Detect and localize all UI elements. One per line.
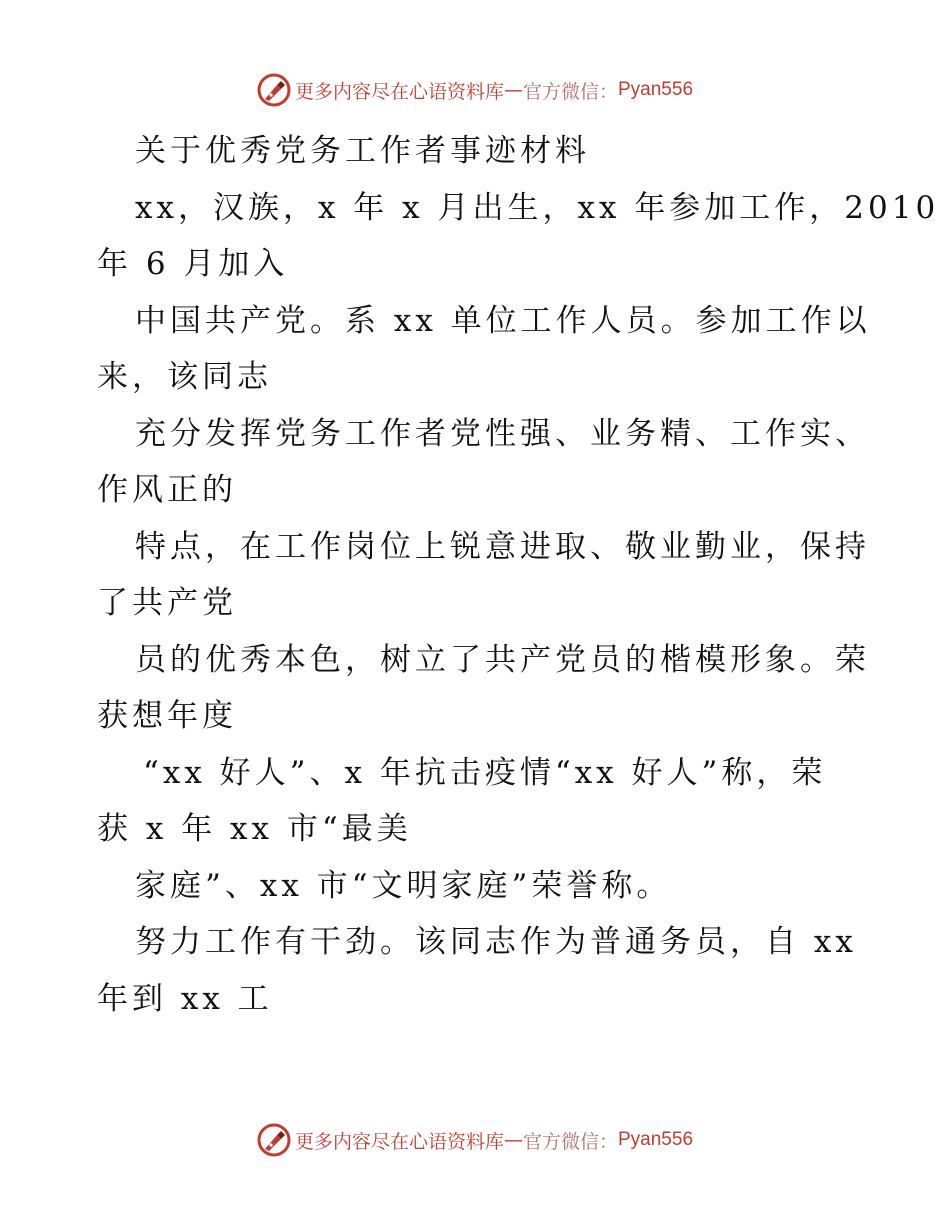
banner-text: 更多内容尽在心语资料库 [294,80,504,103]
banner-contact-id: Pyan556 [618,79,694,100]
paragraph-line: 了共产党 [97,585,237,621]
document-title: 关于优秀党务工作者事迹材料 [135,133,590,169]
paragraph-line: 年到 xx 工 [97,980,273,1017]
footer-banner [0,1120,950,1160]
pen-nib-logo-icon [257,1123,291,1157]
paragraph-line: 中国共产党。系 xx 单位工作人员。参加工作以 [135,302,871,339]
paragraph-line: 年 6 月加入 [97,246,289,282]
paragraph-line: “xx 好人”、x 年抗击疫情“xx 好人”称，荣 [143,754,827,791]
paragraph-line: 充分发挥党务工作者党性强、业务精、工作实、 [135,415,870,452]
banner-separator: — [503,1129,523,1151]
paragraph-line: 员的优秀本色，树立了共产党员的楷模形象。荣 [135,641,870,678]
banner-separator: — [503,79,523,101]
pen-nib-logo-icon [257,73,291,107]
banner-contact-label: 官方微信： [522,1130,618,1153]
paragraph-line: xx，汉族，x 年 x 月出生，xx 年参加工作，2010 [135,189,940,226]
document-body [97,123,940,1027]
banner-text: 更多内容尽在心语资料库 [294,1130,504,1153]
paragraph-line: 作风正的 [97,472,237,508]
banner-contact-label: 官方微信： [522,80,618,103]
paragraph-line: 获 x 年 xx 市“最美 [97,811,412,847]
header-banner [0,70,950,110]
paragraph-line: 特点，在工作岗位上锐意进取、敬业勤业，保持 [135,528,870,565]
banner-contact-id: Pyan556 [618,1129,694,1150]
paragraph-line: 获想年度 [97,698,237,734]
paragraph-line: 努力工作有干劲。该同志作为普通务员，自 xx [135,924,857,960]
paragraph-line: 家庭”、xx 市“文明家庭”荣誉称。 [135,867,672,904]
paragraph-line: 来，该同志 [97,359,272,395]
